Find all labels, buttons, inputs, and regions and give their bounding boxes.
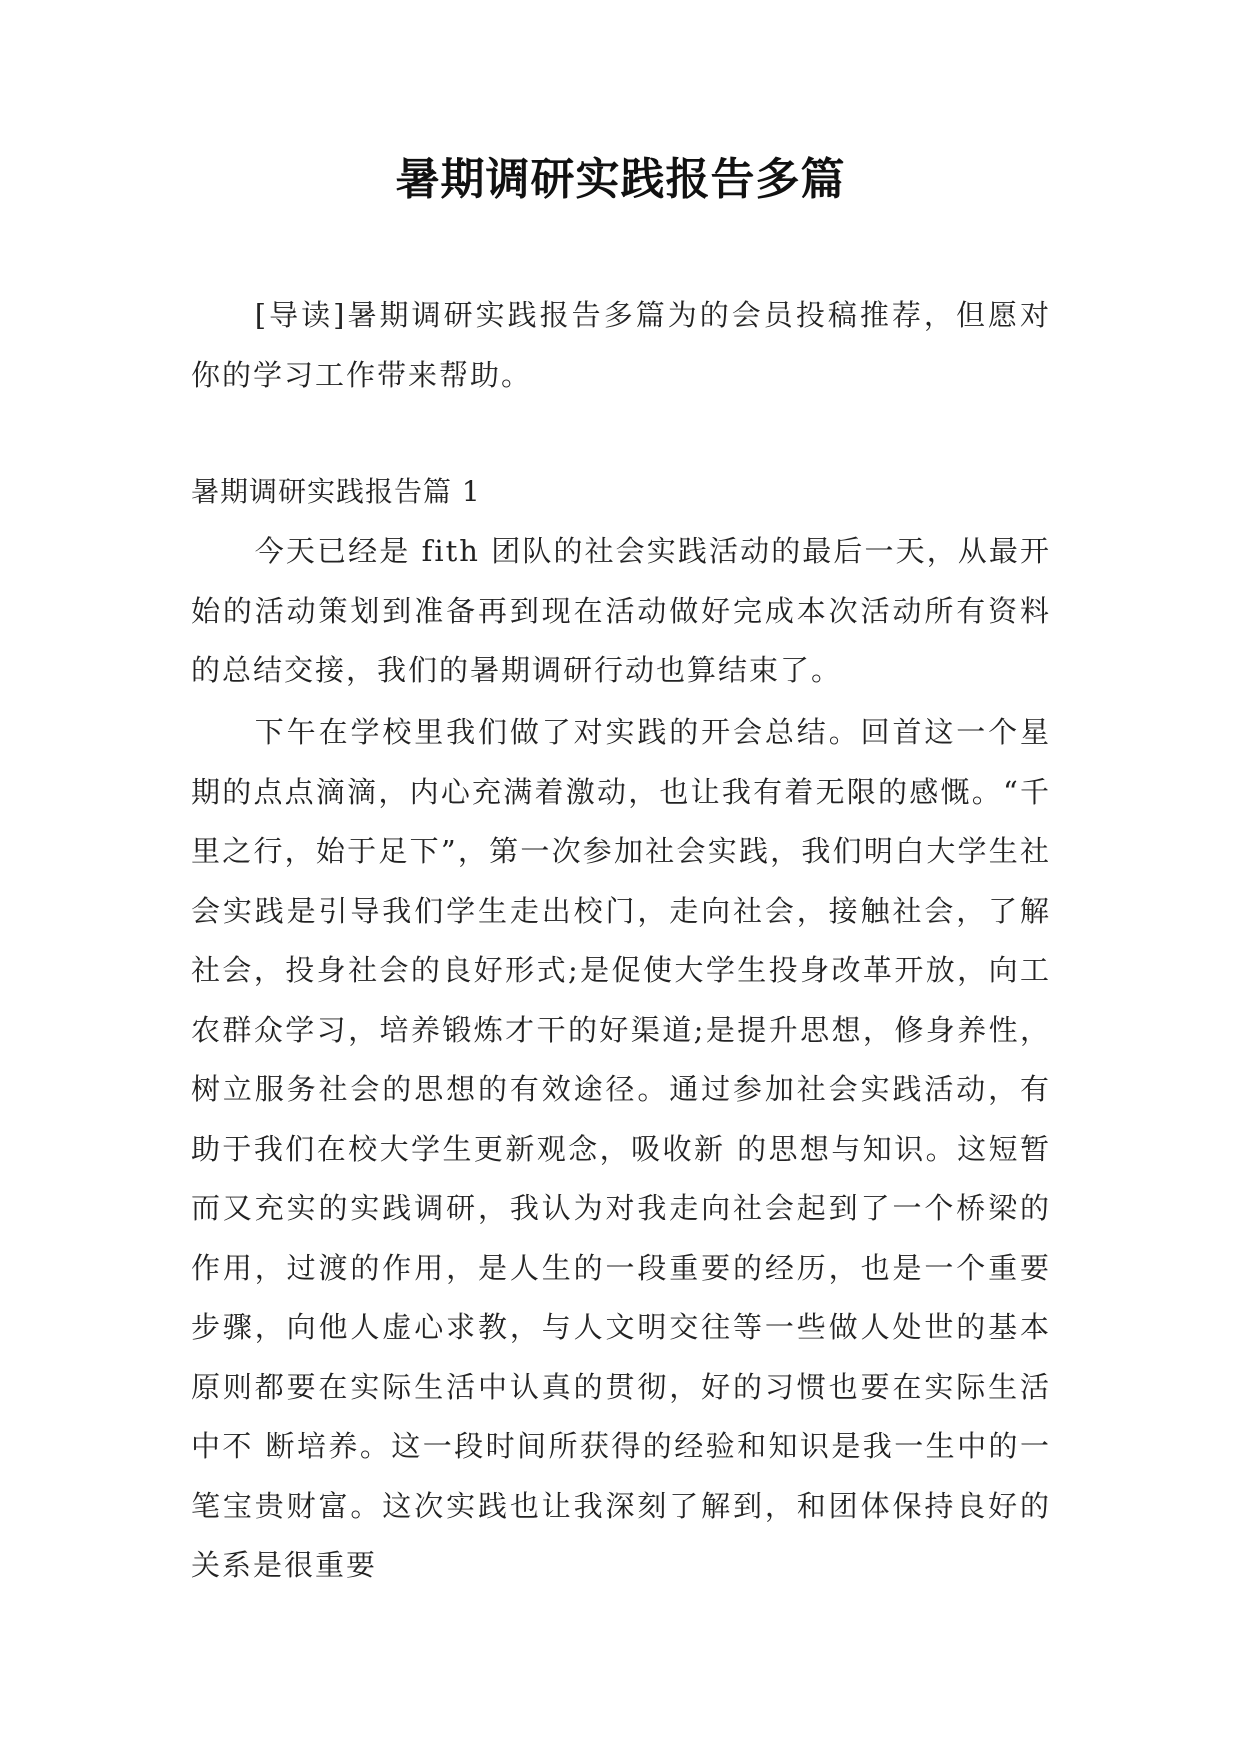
body-paragraph-1: 今天已经是 fith 团队的社会实践活动的最后一天，从最开始的活动策划到准备再到现在活动做好完成本次活动所有资料的总结交接，我们的暑期调研行动也算结束了。 <box>191 534 1051 687</box>
section-heading: 暑期调研实践报告篇 1 <box>191 475 481 508</box>
intro-paragraph: [导读]暑期调研实践报告多篇为的会员投稿推荐，但愿对你的学习工作带来帮助。 <box>191 298 1051 392</box>
body-paragraph-2: 下午在学校里我们做了对实践的开会总结。回首这一个星期的点点滴滴，内心充满着激动，也让我有着无限的感慨。“千里之行，始于足下”，第一次参加社会实践，我们明白大学生社会实践是引导我们学生走出校门，走向社会，接触社会，了解社会，投身社会的良好形式;是促使大学生投身改革开放，向工农群众学习，培养锻炼才干的好渠道;是提升思想，修身养性，树立服务社会的思想的有效途径。通过参加社会实践活动，有助于我们在校大学生更新观念，吸收新 的思想与知识。这短暂而又充实的实践调研，我认为对我走向社会起到了一个桥梁的作用，过渡的作用，是人生的一段重要的经历，也是一个重要步骤，向他人虚心求教，与人文明交往等一些做人处世的基本原则都要在实际生活中认真的贯彻，好的习惯也要在实际生活中不 断培养。这一段时间所获得的经验和知识是我一生中的一笔宝贵财富。这次实践也让我深刻了解到，和团体保持良好的关系是很重要 <box>191 715 1051 1582</box>
document-title: 暑期调研实践报告多篇 <box>395 154 846 205</box>
